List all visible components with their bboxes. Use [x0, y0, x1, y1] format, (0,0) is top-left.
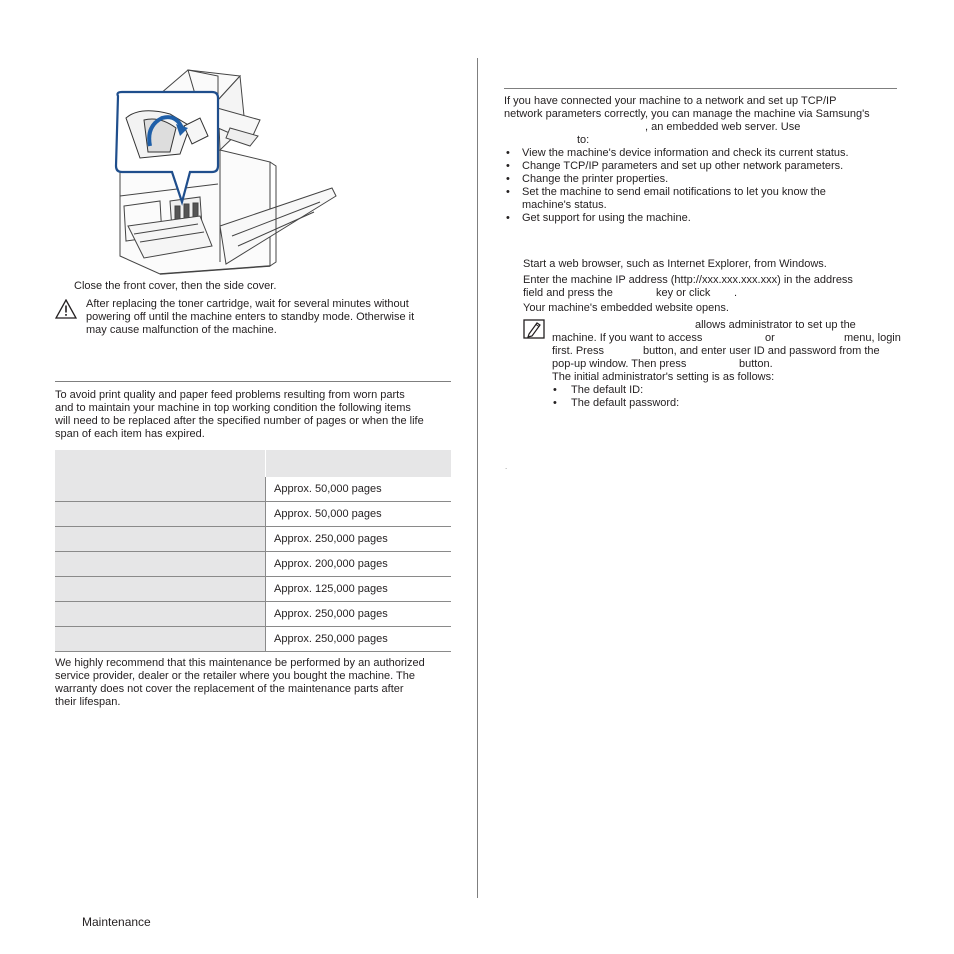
table-cell-lifespan: Approx. 250,000 pages: [266, 527, 452, 552]
stray-mark: .: [505, 462, 508, 471]
right-intro-line: , an embedded web server. Use: [645, 121, 801, 133]
note-default-id: The default ID:: [571, 384, 644, 396]
feature-list-end: [504, 212, 691, 225]
note-line-2c: menu, login: [844, 332, 901, 344]
note-line-2b: or: [765, 332, 775, 344]
intro-line: will need to be replaced after the specified number of pages or when the life: [55, 415, 424, 427]
step-2: Enter the machine IP address (http://xxx.xxx.xxx.xxx) in the address: [523, 274, 853, 286]
note-line-2a: machine. If you want to access: [552, 332, 703, 344]
table-row: [55, 627, 451, 652]
table-cell-lifespan: Approx. 50,000 pages: [266, 477, 452, 502]
note-default-password: The default password:: [571, 397, 680, 409]
maintenance-parts-table: [55, 450, 451, 652]
list-item-continuation: machine's status.: [522, 199, 607, 211]
step-3: Your machine's embedded website opens.: [523, 302, 729, 314]
printer-illustration: [100, 66, 350, 276]
caution-line: After replacing the toner cartridge, wait for several minutes without: [86, 298, 409, 310]
right-intro-line: network parameters correctly, you can manage the machine via Samsung's: [504, 108, 870, 120]
list-item: • Change the printer properties.: [504, 173, 849, 186]
list-item: • View the machine's device information and check its current status.: [504, 147, 849, 160]
intro-line: span of each item has expired.: [55, 428, 205, 440]
note-line-3a: first. Press: [552, 345, 604, 357]
note-sub-bullet: •: [553, 397, 557, 409]
table-header-row: [55, 450, 451, 477]
column-divider: [477, 58, 478, 898]
note-line-4b: button.: [739, 358, 773, 370]
caution-line: powering off until the machine enters to standby mode. Otherwise it: [86, 311, 415, 323]
table-cell-lifespan: Approx. 50,000 pages: [266, 502, 452, 527]
table-row: [55, 602, 451, 627]
note-sub-bullet: •: [553, 384, 557, 396]
maintenance-intro: [55, 389, 424, 441]
table-cell-lifespan: Approx. 250,000 pages: [266, 627, 452, 652]
note-line-5: The initial administrator's setting is as follows:: [552, 371, 775, 383]
step-close-cover: Close the front cover, then the side cover.: [74, 280, 277, 292]
table-row: [55, 502, 451, 527]
table-cell-lifespan: Approx. 125,000 pages: [266, 577, 452, 602]
table-cell-lifespan: Approx. 200,000 pages: [266, 552, 452, 577]
table-row: [55, 477, 451, 502]
footer-section-name: Maintenance: [82, 915, 151, 929]
note-line-3b: button, and enter user ID and password from the: [643, 345, 880, 357]
step-2-end: .: [734, 287, 738, 299]
intro-line: To avoid print quality and paper feed problems resulting from worn parts: [55, 389, 405, 401]
step-2-key: key or click: [656, 287, 711, 299]
table-row: [55, 527, 451, 552]
section-rule-right: [504, 88, 897, 89]
note-line-4a: pop-up window. Then press: [552, 358, 687, 370]
list-item: • Get support for using the machine.: [504, 212, 691, 225]
list-item: • Set the machine to send email notifications to let you know the: [504, 186, 849, 199]
recommend-line: warranty does not cover the replacement of the maintenance parts after: [55, 683, 404, 695]
section-rule-left: [55, 381, 451, 382]
right-intro-line: to:: [577, 134, 590, 146]
step-1: Start a web browser, such as Internet Explorer, from Windows.: [523, 258, 827, 270]
caution-icon: [55, 299, 77, 319]
recommendation-text: [55, 657, 425, 709]
feature-list: [504, 147, 849, 199]
table-row: [55, 577, 451, 602]
table-cell-lifespan: Approx. 250,000 pages: [266, 602, 452, 627]
recommend-line: their lifespan.: [55, 696, 121, 708]
recommend-line: We highly recommend that this maintenance be performed by an authorized: [55, 657, 425, 669]
caution-line: may cause malfunction of the machine.: [86, 324, 277, 336]
note-line-1: allows administrator to set up the: [695, 319, 856, 331]
step-2-field: field and press the: [523, 287, 613, 299]
note-pencil-icon: [523, 319, 545, 339]
list-item: • Change TCP/IP parameters and set up other network parameters.: [504, 160, 849, 173]
recommend-line: service provider, dealer or the retailer where you bought the machine. The: [55, 670, 415, 682]
table-row: [55, 552, 451, 577]
caution-text: [86, 298, 414, 337]
right-intro-line: If you have connected your machine to a network and set up TCP/IP: [504, 95, 837, 107]
intro-line: and to maintain your machine in top working condition the following items: [55, 402, 411, 414]
